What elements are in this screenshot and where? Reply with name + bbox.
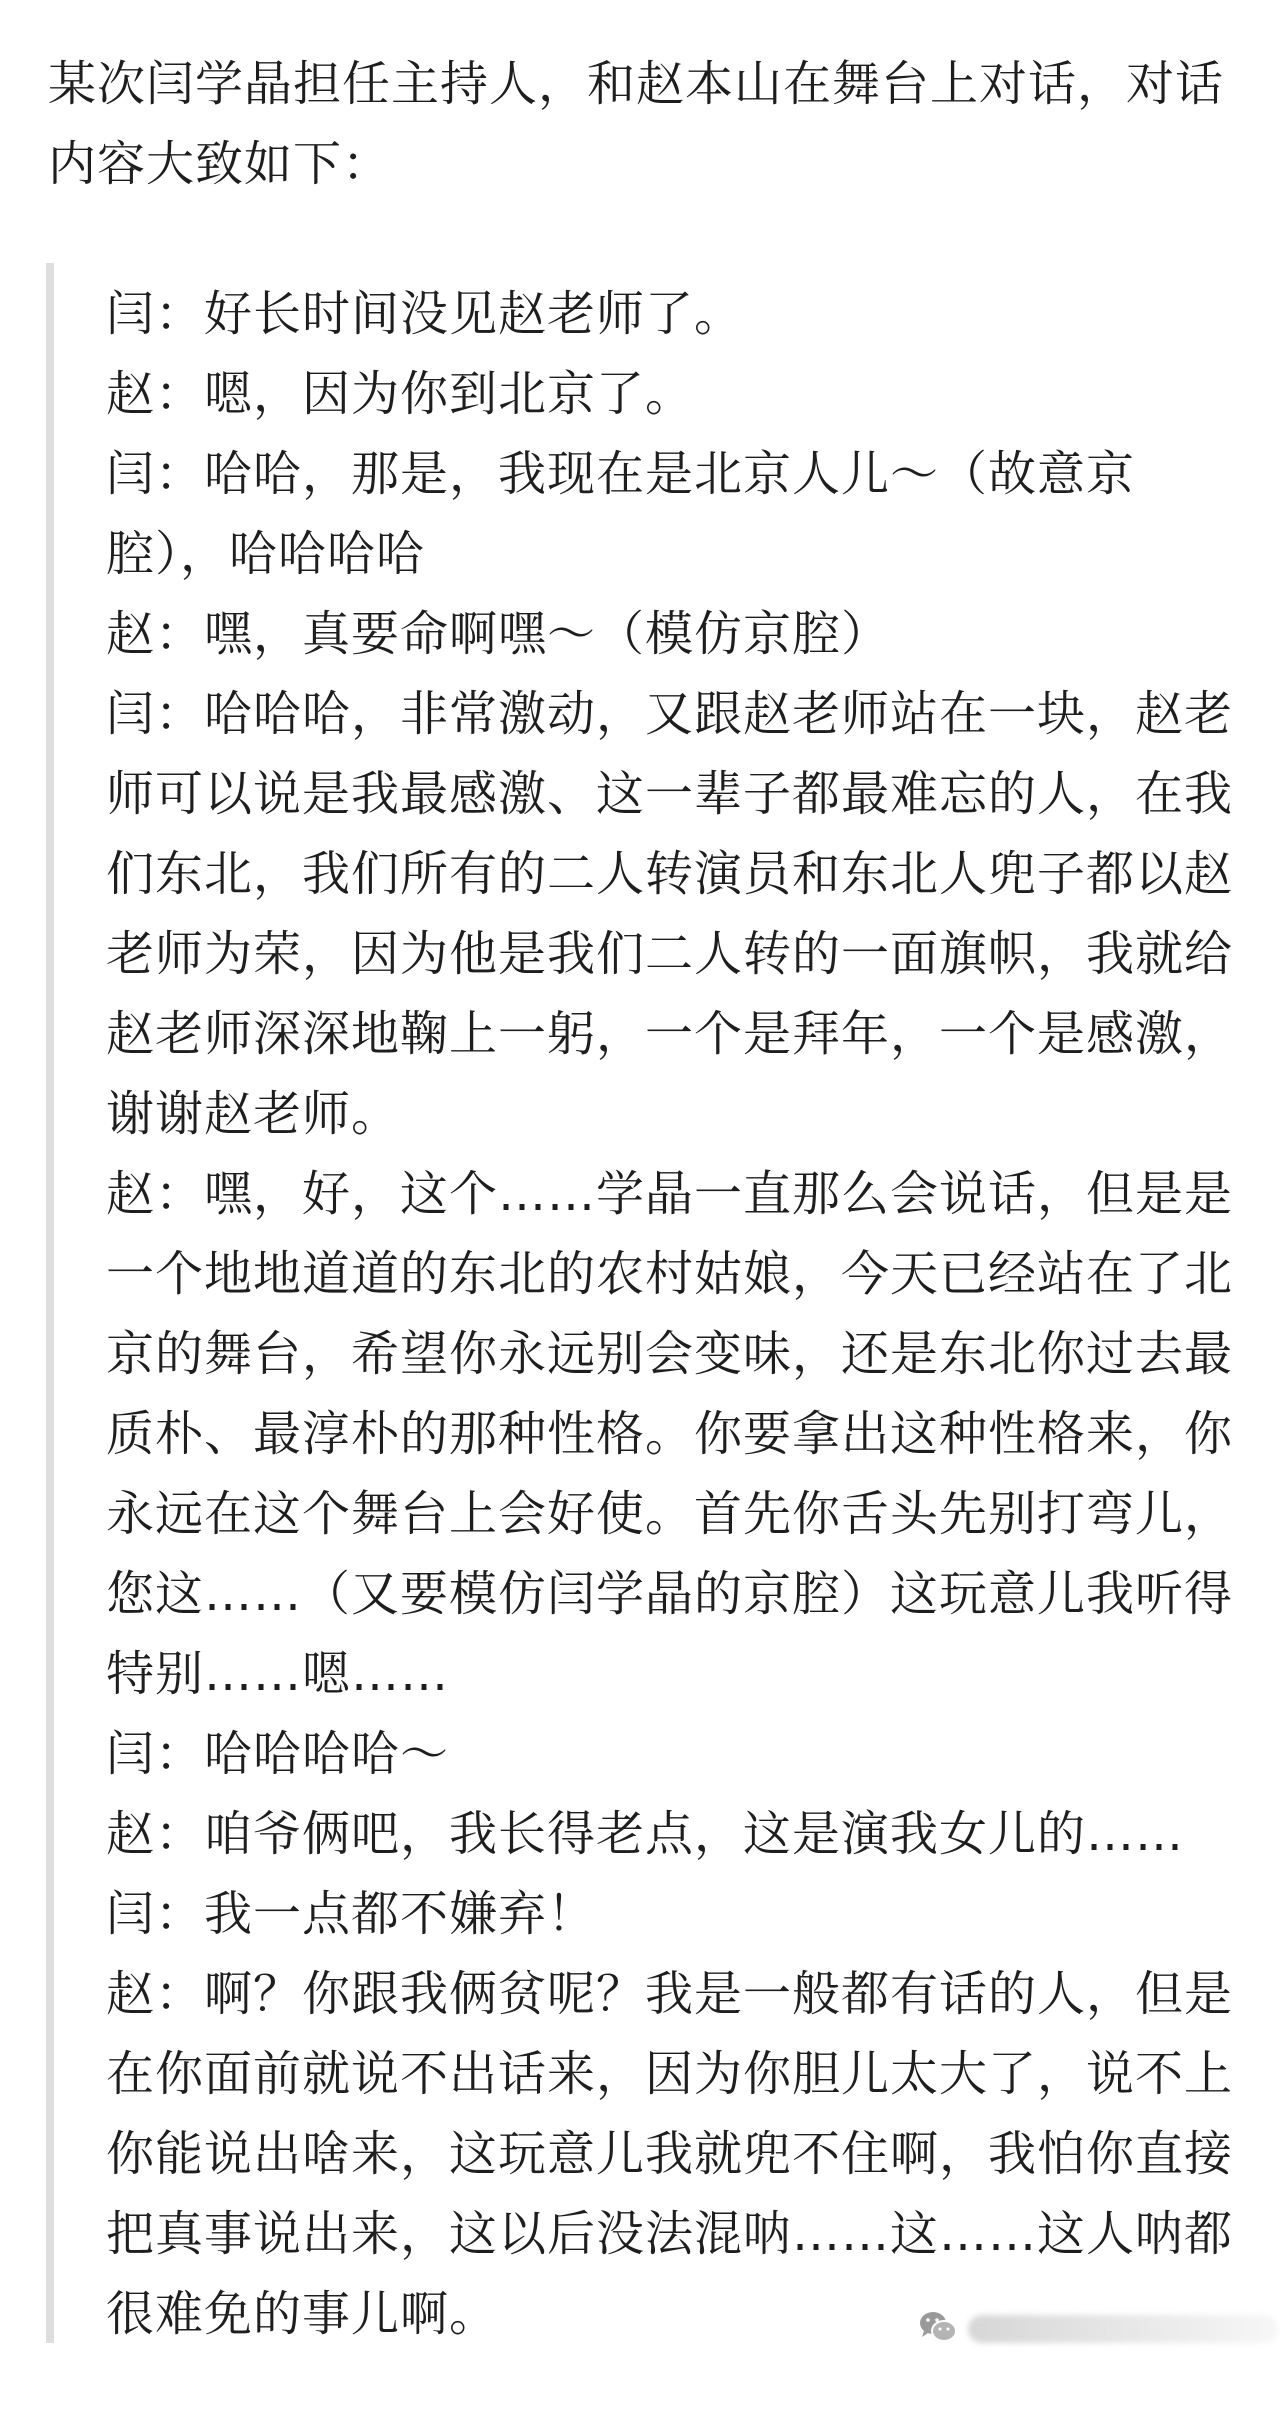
dialogue-line: 赵：咱爷俩吧，我长得老点，这是演我女儿的……: [106, 1806, 1185, 1862]
dialogue-line: 闫：我一点都不嫌弃！: [106, 1886, 597, 1942]
dialogue-line: 赵：嘿，好，这个……学晶一直那么会说话，但是是一个地地道道的东北的农村姑娘，今天已经站在了北京的舞台，希望你永远别会变味，还是东北你过去最质朴、最淳朴的那种性格。你要拿出这种性格来，你永远在这个舞台上会好使。首先你舌头先别打弯儿，您这……（又要模仿闫学晶的京腔）这玩意儿我听得特别……嗯……: [106, 1166, 1234, 1702]
dialogue-block: [106, 274, 1246, 2354]
watermark-blurred-account: [968, 2315, 1278, 2343]
dialogue-line: 闫：好长时间没见赵老师了。: [106, 286, 744, 342]
blockquote-bar: [46, 263, 54, 2343]
dialogue-line: 赵：嗯，因为你到北京了。: [106, 366, 695, 422]
dialogue-line: 赵：啊？你跟我俩贫呢？我是一般都有话的人，但是在你面前就说不出话来，因为你胆儿太大了，说不上你能说出啥来，这玩意儿我就兜不住啊，我怕你直接把真事说出来，这以后没法混呐……这……这人呐都很难免的事儿啊。: [106, 1966, 1234, 2342]
wechat-icon: [918, 2310, 958, 2348]
dialogue-line: 闫：哈哈哈，非常激动，又跟赵老师站在一块，赵老师可以说是我最感激、这一辈子都最难忘的人，在我们东北，我们所有的二人转演员和东北人兜子都以赵老师为荣，因为他是我们二人转的一面旗帜，我就给赵老师深深地鞠上一躬，一个是拜年，一个是感激，谢谢赵老师。: [106, 686, 1234, 1142]
intro-paragraph: 某次闫学晶担任主持人，和赵本山在舞台上对话，对话内容大致如下：: [48, 56, 1225, 192]
dialogue-line: 赵：嘿，真要命啊嘿～（模仿京腔）: [106, 606, 891, 662]
dialogue-line: 闫：哈哈哈哈～: [106, 1726, 450, 1782]
watermark: [918, 2310, 1278, 2348]
dialogue-line: 闫：哈哈，那是，我现在是北京人儿～（故意京腔），哈哈哈哈: [106, 446, 1136, 582]
